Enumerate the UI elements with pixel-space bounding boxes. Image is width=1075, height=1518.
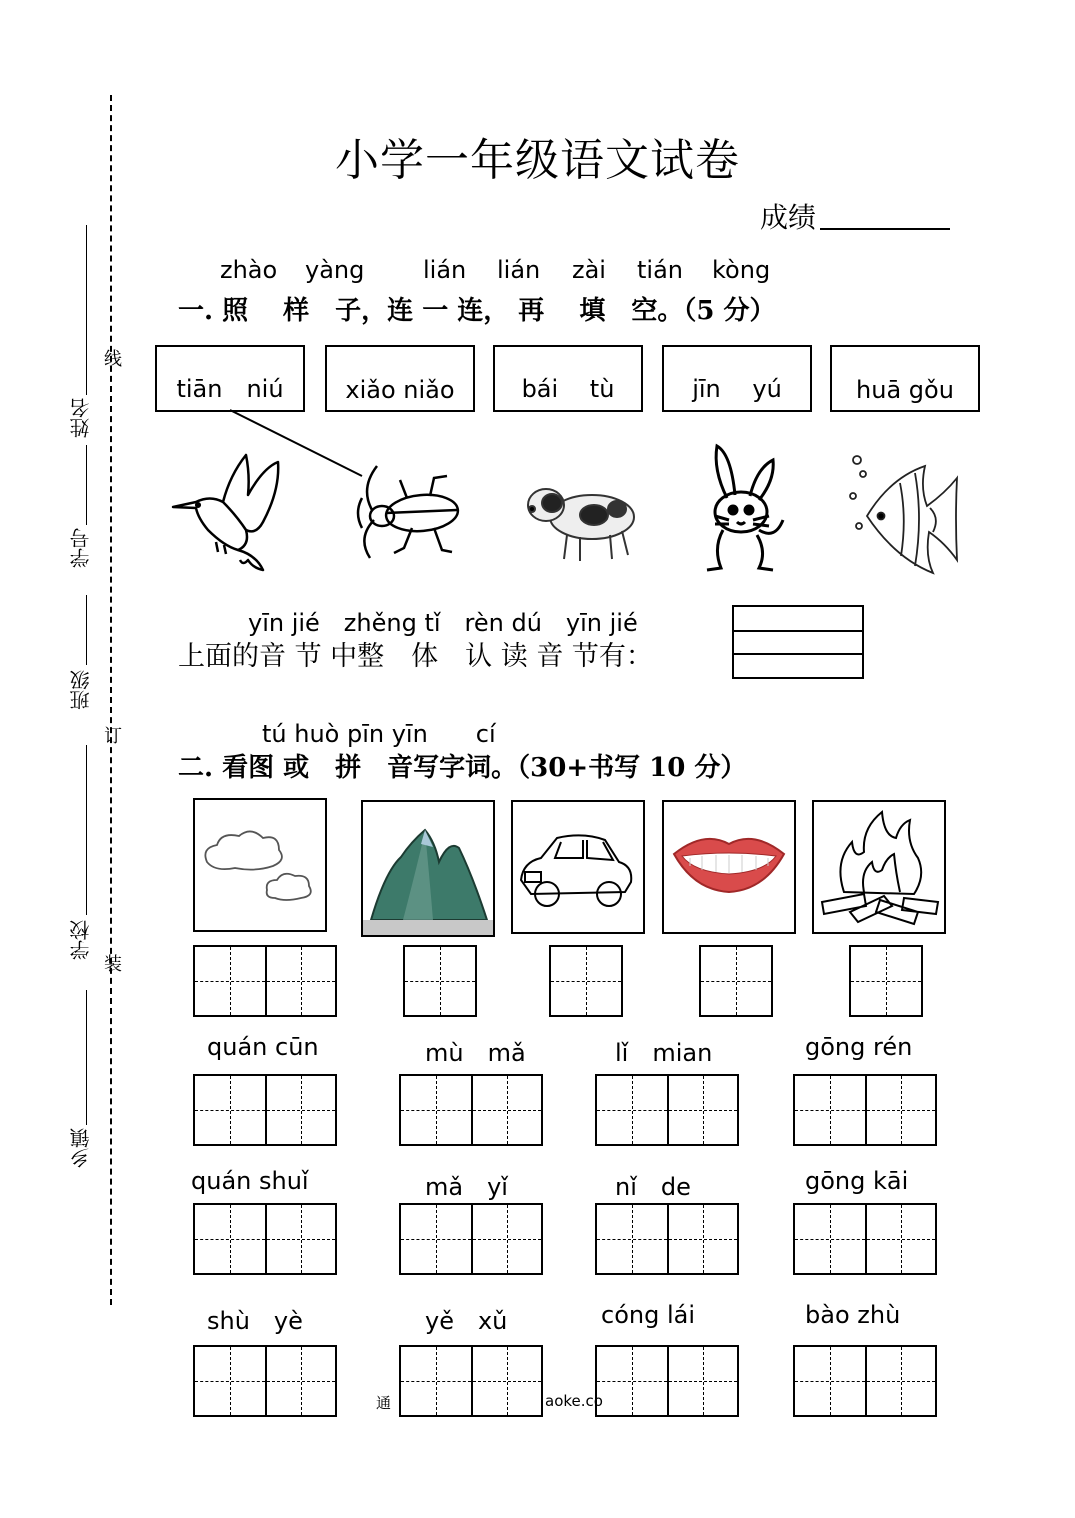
footer-text-left: 通 — [376, 1394, 392, 1412]
word-pinyin: mǎ yǐ — [425, 1173, 508, 1201]
answer-line — [734, 653, 862, 655]
fish-icon — [845, 448, 965, 583]
mountain-icon — [363, 802, 493, 935]
writing-grid[interactable] — [403, 945, 477, 1017]
student-id-label: 学号 — [69, 528, 93, 568]
word-pinyin: nǐ de — [615, 1173, 691, 1201]
picture-box — [812, 800, 946, 934]
word-pinyin: yě xǔ — [425, 1307, 508, 1335]
word-pinyin: gōng kāi — [805, 1167, 909, 1195]
picture-box — [361, 800, 495, 937]
fill-prompt: 上面的音 节 中整 体 认 读 音 节有： — [178, 641, 653, 672]
rabbit-icon — [695, 440, 790, 575]
word-pinyin: cóng lái — [601, 1301, 695, 1329]
picture-box — [193, 798, 327, 932]
writing-grid[interactable] — [193, 1203, 337, 1275]
fire-icon — [814, 802, 944, 932]
writing-grid[interactable] — [399, 1345, 543, 1417]
score-label: 成绩 — [760, 201, 817, 234]
footer-text-right: aoke.co — [545, 1392, 603, 1410]
answer-box[interactable] — [732, 605, 864, 679]
writing-grid[interactable] — [193, 1074, 337, 1146]
word-box-pinyin: huā gǒu — [856, 376, 954, 404]
word-box-pinyin: jīn yú — [692, 375, 782, 403]
name-label: 姓名 — [69, 398, 93, 438]
writing-grid[interactable] — [399, 1203, 543, 1275]
fill-pinyin: yīn jié zhěng tǐ rèn dú yīn jié — [248, 609, 638, 637]
section2-pinyin: tú huò pīn yīn cí — [262, 720, 496, 748]
section1-pinyin: kòng — [712, 256, 771, 284]
section1-pinyin: lián — [497, 256, 541, 284]
beetle-icon — [352, 458, 464, 568]
car-icon — [513, 802, 643, 932]
writing-grid[interactable] — [549, 945, 623, 1017]
town-label: 乡镇 — [69, 1128, 93, 1168]
binding-mark-order: 订 — [104, 726, 122, 747]
word-pinyin: quán cūn — [207, 1033, 319, 1061]
section1-pinyin: lián — [423, 256, 467, 284]
section1-heading: 一. 照 样 子，连 一 连， 再 填 空。（5 分） — [178, 296, 776, 326]
bird-icon — [168, 450, 288, 575]
section1-pinyin: zhào — [220, 256, 278, 284]
picture-box — [511, 800, 645, 934]
word-box-pinyin: xiǎo niǎo — [345, 376, 455, 404]
word-pinyin: mù mǎ — [425, 1039, 526, 1067]
dog-icon — [522, 475, 642, 565]
cloud-icon — [195, 800, 325, 930]
writing-grid[interactable] — [793, 1074, 937, 1146]
binding-mark-bind: 装 — [104, 954, 122, 975]
section1-pinyin: zài — [572, 256, 606, 284]
picture-box — [662, 800, 796, 934]
writing-grid[interactable] — [595, 1074, 739, 1146]
word-pinyin: bào zhù — [805, 1301, 901, 1329]
word-pinyin: quán shuǐ — [191, 1167, 309, 1195]
page-title: 小学一年级语文试卷 — [335, 135, 740, 186]
word-pinyin: gōng rén — [805, 1033, 913, 1061]
word-box-pinyin: tiān niú — [176, 375, 284, 403]
writing-grid[interactable] — [193, 945, 337, 1017]
school-label: 学校 — [69, 920, 93, 960]
mouth-icon — [664, 802, 794, 932]
section2-heading: 二. 看图 或 拼 音写字词。（30+书写 10 分） — [178, 753, 747, 783]
answer-line — [734, 630, 862, 632]
word-box-pinyin: bái tù — [521, 375, 615, 403]
class-label: 班级 — [69, 670, 93, 710]
writing-grid[interactable] — [849, 945, 923, 1017]
writing-grid[interactable] — [399, 1074, 543, 1146]
writing-grid[interactable] — [193, 1345, 337, 1417]
word-pinyin: shù yè — [207, 1307, 303, 1335]
writing-grid[interactable] — [699, 945, 773, 1017]
writing-grid[interactable] — [793, 1345, 937, 1417]
binding-mark-line: 线 — [104, 349, 122, 370]
section1-pinyin: tián — [637, 256, 683, 284]
section1-pinyin: yàng — [305, 256, 365, 284]
writing-grid[interactable] — [595, 1203, 739, 1275]
writing-grid[interactable] — [793, 1203, 937, 1275]
writing-grid[interactable] — [595, 1345, 739, 1417]
word-pinyin: lǐ mian — [615, 1039, 713, 1067]
